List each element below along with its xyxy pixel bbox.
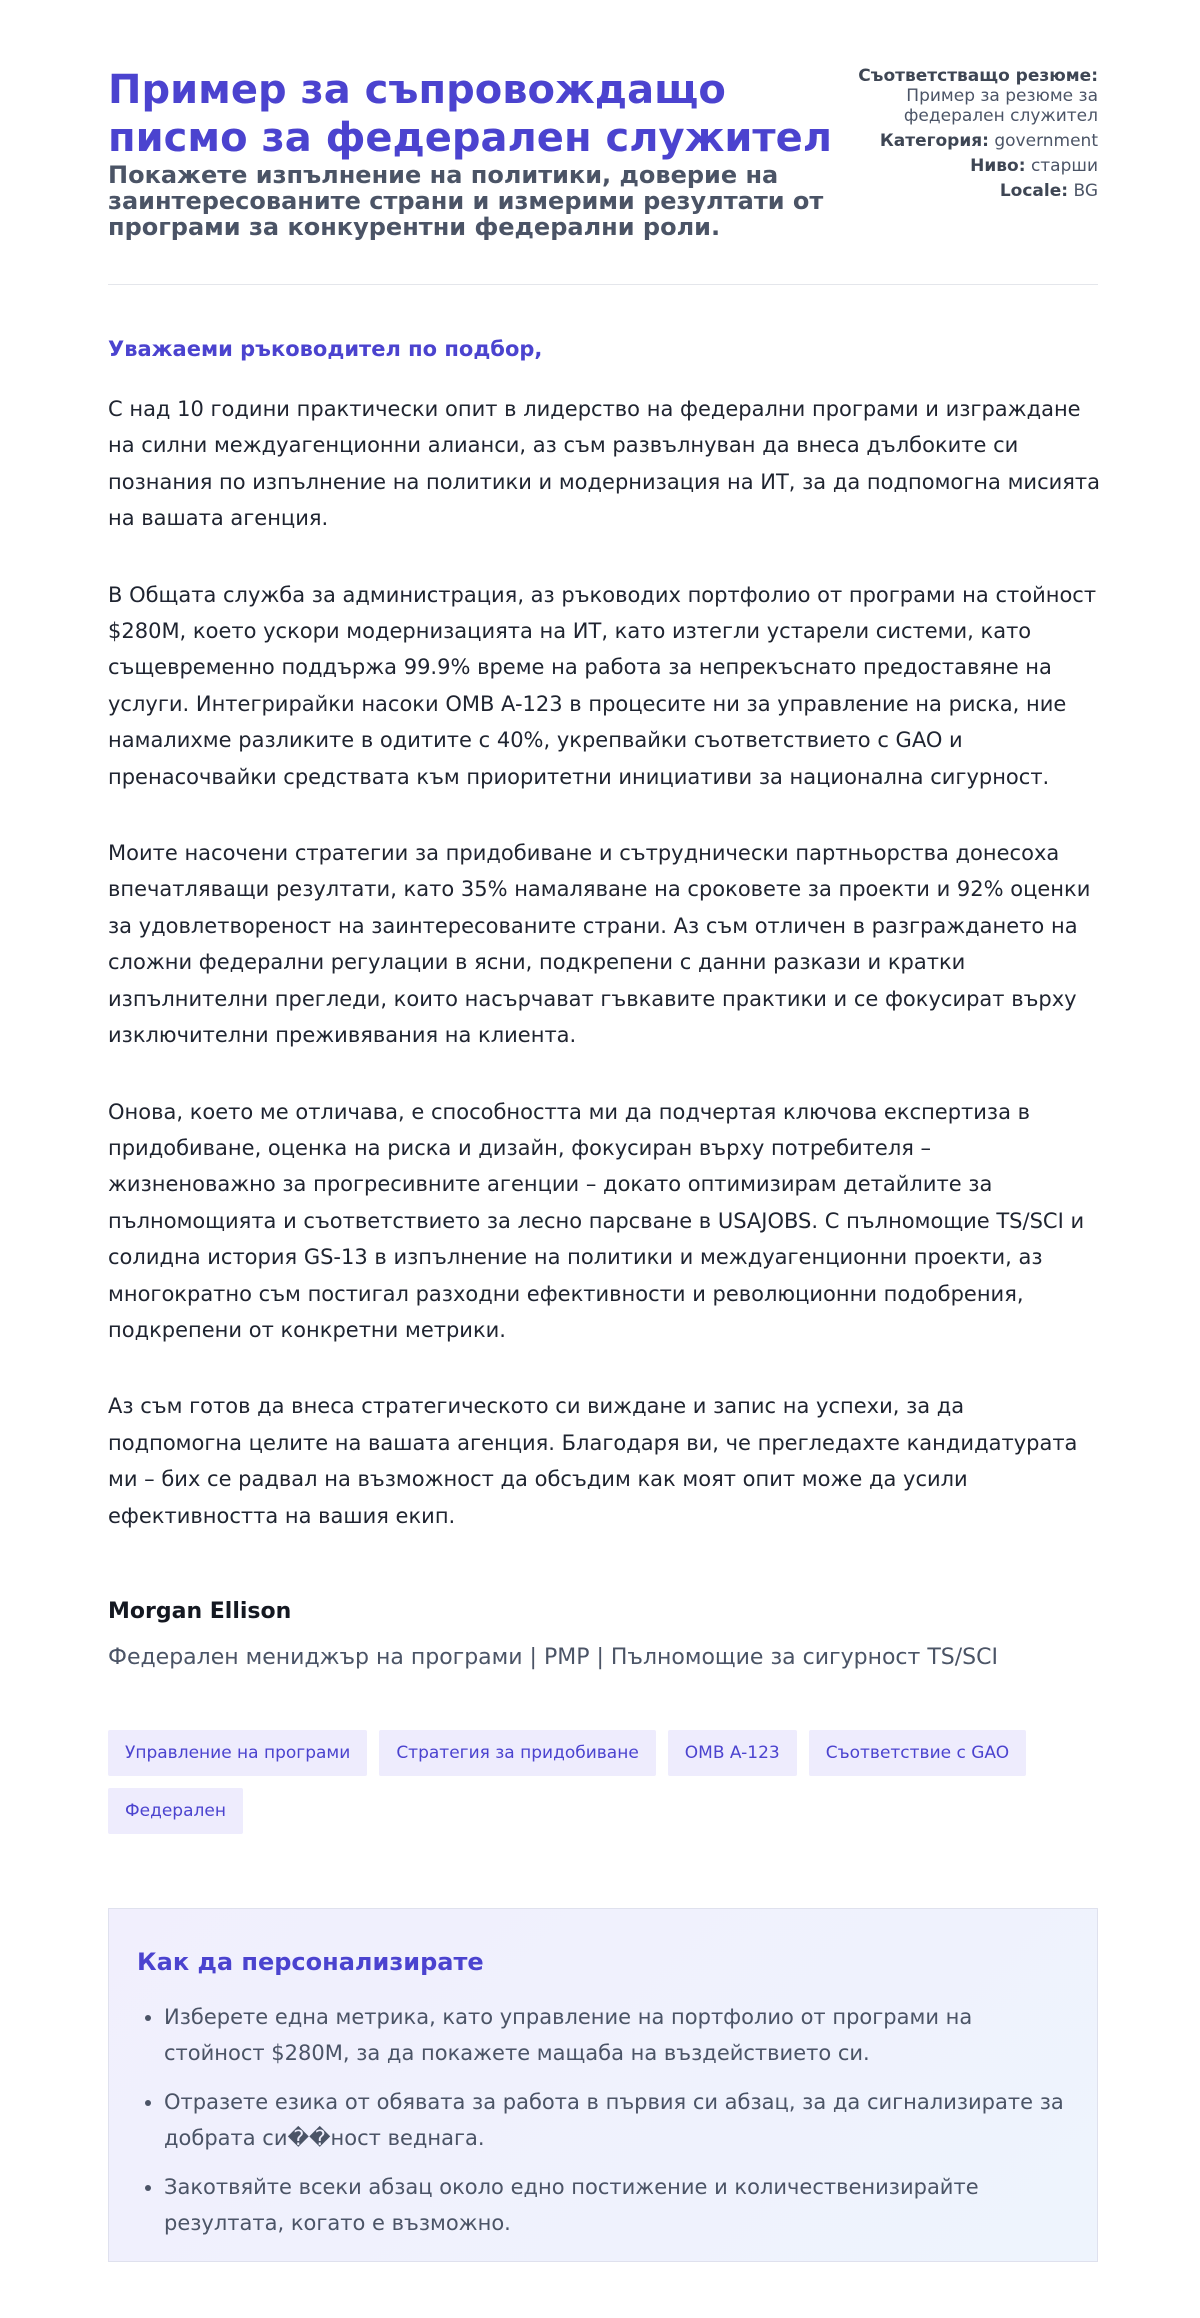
signature-role: Федерален мениджър на програми | PMP | Пълномощие за сигурност TS/SCI (108, 1645, 998, 1670)
signature-name: Morgan Ellison (108, 1599, 292, 1624)
tag-chip[interactable]: Стратегия за придобиване (379, 1730, 655, 1776)
meta-locale-value: BG (1073, 181, 1098, 201)
letter-paragraph: Моите насочени стратегии за придобиване и сътруднически партньорства донесоха впечатляващи резултати, като 35% намаляване на сроковете за проекти и 92% оценки за удовлетвореност на заинтересованите страни. Аз съм отличен в разграждането на сложни федерални регулации в ясни, подкрепени с данни разкази и кратки изпълнителни прегледи, които насърчават гъвкавите практики и се фокусират върху изключителни преживявания на клиента. (108, 841, 1091, 1048)
tips-title: Как да персонализирате (137, 1948, 484, 1976)
tag-chip[interactable]: Управление на програми (108, 1730, 367, 1776)
tips-item: • Изберете една метрика, като управление на портфолио от програми на стойност $280M, за да покажете мащаба на въздействието си. (164, 1999, 1069, 2071)
meta-level (858, 156, 1098, 176)
page-subtitle: Покажете изпълнение на политики, доверие на заинтересованите страни и измерими резултати от програми за конкурентни федерални роли. (108, 161, 824, 241)
meta-locale (858, 181, 1098, 201)
tag-list (108, 1730, 1108, 1834)
page-title: Пример за съпровождащо писмо за федерален служител (108, 67, 833, 161)
tag-chip[interactable]: Федерален (108, 1788, 243, 1834)
meta-category-value: government (994, 131, 1098, 151)
tag-chip[interactable]: Съответствие с GAO (809, 1730, 1026, 1776)
tips-item: • Закотвяйте всеки абзац около едно постижение и количественизирайте резултата, когато е възможно. (164, 2169, 1069, 2241)
header-divider (108, 284, 1098, 285)
letter-greeting: Уважаеми ръководител по подбор, (108, 337, 543, 361)
letter-paragraph: Онова, което ме отличава, е способността ми да подчертая ключова експертиза в придобиване, оценка на риска и дизайн, фокусиран върху потребителя – жизненоважно за прогресивните агенции – докато оптимизирам детайлите за пълномощията и съответствието за лесно парсване в USAJOBS. С пълномощие TS/SCI и солидна история GS-13 в изпълнение на политики и междуагенционни проекти, аз многократно съм постигал разходни ефективности и революционни подобрения, подкрепени от конкретни метрики. (108, 1099, 1085, 1342)
meta-panel (858, 66, 1098, 206)
letter-paragraph: Аз съм готов да внеса стратегическото си виждане и запис на успехи, за да подпомогна целите на вашата агенция. Благодаря ви, че прегледахте кандидатурата ми – бих се радвал на възможност да обсъдим как моят опит може да усили ефективността на вашия екип. (108, 1394, 1078, 1528)
tag-chip[interactable]: OMB A-123 (668, 1730, 797, 1776)
meta-locale-label: Locale: (999, 181, 1069, 201)
tips-list (137, 1999, 1069, 2241)
meta-resume (858, 66, 1098, 126)
tips-box (108, 1908, 1098, 2262)
letter-paragraph: С над 10 години практически опит в лидерство на федерални програми и изграждане на силни междуагенционни алианси, аз съм развълнуван да внеса дълбоките си познания по изпълнение на политики и модернизация на ИТ, за да подпомогна мисията на вашата агенция. (108, 397, 1100, 531)
meta-level-value: старши (1030, 156, 1098, 176)
meta-level-label: Ниво: (970, 156, 1026, 176)
letter-body (108, 391, 1103, 1574)
meta-category (858, 131, 1098, 151)
letter-paragraph: В Общата служба за администрация, аз ръководих портфолио от програми на стойност $280M, което ускори модернизацията на ИТ, като изтегли устарели системи, като същевременно поддържа 99.9% време на работа за непрекъснато предоставяне на услуги. Интегрирайки насоки OMB A-123 в процесите ни за управление на риска, ние намалихме разликите в одитите с 40%, укрепвайки съответствието с GAO и пренасочвайки средствата към приоритетни инициативи за национална сигурност. (108, 582, 1097, 789)
meta-resume-label: Съответстващо резюме: (858, 66, 1098, 86)
tips-item: • Отразете езика от обявата за работа в първия си абзац, за да сигнализирате за добрата си��ност веднага. (164, 2084, 1069, 2156)
meta-resume-link[interactable]: Пример за резюме за федерален служител (903, 86, 1098, 126)
meta-category-label: Категория: (879, 131, 989, 151)
